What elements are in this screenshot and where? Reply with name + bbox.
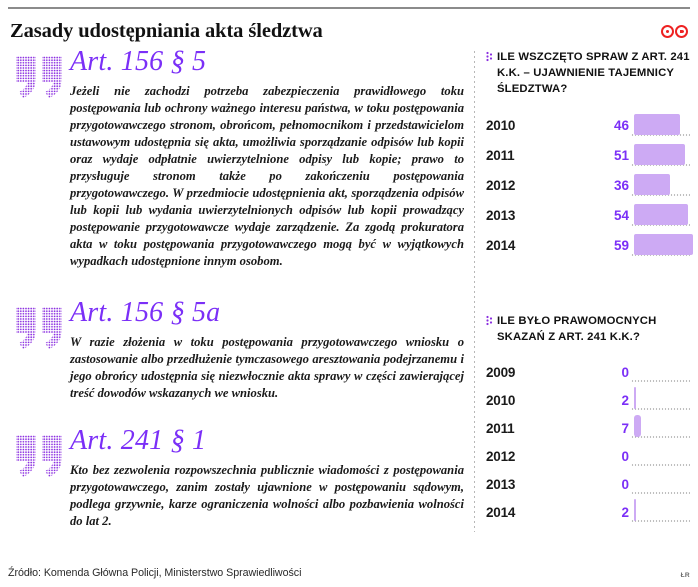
row-value-label: 0: [611, 365, 631, 380]
halftone-bullet-icon: [486, 315, 495, 326]
quote-mark-icon: [12, 54, 68, 100]
row-bar-track: [631, 498, 690, 526]
row-year-label: 2011: [486, 148, 528, 163]
chart-title: [486, 313, 690, 345]
row-leader-dots: [528, 399, 611, 409]
row-baseline-dots: [631, 464, 690, 466]
row-bar-track: [631, 358, 690, 386]
row-value-label: 36: [611, 178, 631, 193]
chart-row: [486, 200, 690, 230]
row-value-label: 59: [611, 238, 631, 253]
row-bar-track: [631, 230, 690, 260]
chart-row: [486, 386, 690, 414]
chart-row: [486, 414, 690, 442]
chart-row: [486, 358, 690, 386]
row-baseline-dots: [631, 408, 690, 410]
bar: [634, 174, 670, 195]
quote-mark-icon: [12, 305, 68, 351]
bar: [634, 144, 685, 165]
row-bar-track: [631, 414, 690, 442]
row-bar-track: [631, 140, 690, 170]
chart-row: [486, 470, 690, 498]
row-bar-track: [631, 170, 690, 200]
row-baseline-dots: [631, 436, 690, 438]
row-value-label: 2: [611, 505, 631, 520]
article-heading: Art. 156 § 5: [70, 46, 207, 77]
article-heading: Art. 241 § 1: [70, 424, 207, 456]
row-year-label: 2010: [486, 393, 528, 408]
bar: [634, 114, 680, 135]
quote-mark-icon: [12, 433, 68, 479]
row-leader-dots: [528, 185, 611, 195]
row-leader-dots: [528, 455, 611, 465]
row-year-label: 2010: [486, 118, 528, 133]
article-block: [8, 47, 468, 270]
infographic-page: [0, 7, 698, 587]
halftone-bullet-icon: [486, 51, 495, 62]
row-bar-track: [631, 442, 690, 470]
chart-title: [486, 49, 690, 97]
row-value-label: 54: [611, 208, 631, 223]
row-leader-dots: [528, 125, 611, 135]
article-body: [68, 426, 468, 530]
article-text: Jeżeli nie zachodzi potrzeba zabezpieczenia prawidłowego toku postępowania lub ochrony ważnego interesu państwa, w toku postępowania przygotowawczego stronom, obrońcom, pełnomocnikom i przedstawicielom ustawowym udostępnia się akta, umożliwia sporządzanie odpisów lub kopii oraz wydaje odpłatnie uwierzytelnione odpisy lub kopie; prawo to przysługuje stronom także po zakończeniu postępowania przygotowawczego. W przedmiocie udostępnienia akt, sporządzenia odpisów lub kopii lub wydania uwierzytelnionych odpisów lub kopii prowadzący postępowanie przygotowawcze wydaje zarządzenie. Za zgodą prokuratora akta w toku postępowania przygotowawczego mogą być w wyjątkowych wypadkach udostępnione innym osobom.: [70, 84, 464, 268]
bar: [634, 204, 688, 225]
author-credit: ŁR: [680, 572, 690, 579]
row-bar-track: [631, 110, 690, 140]
row-baseline-dots: [631, 380, 690, 382]
chart-row: [486, 498, 690, 526]
row-leader-dots: [528, 215, 611, 225]
chart-block-wszczete-sprawy: [486, 49, 690, 260]
articles-column: [8, 47, 474, 542]
row-year-label: 2009: [486, 365, 528, 380]
row-leader-dots: [528, 371, 611, 381]
article-heading: Art. 156 § 5a: [70, 296, 221, 328]
row-baseline-dots: [631, 520, 690, 522]
article-body: [68, 47, 468, 270]
bar: [634, 499, 636, 521]
page-title: Zasady udostępniania akta śledztwa: [10, 19, 323, 42]
chart-rows: [486, 358, 690, 526]
row-year-label: 2012: [486, 449, 528, 464]
source-note: Źródło: Komenda Główna Policji, Ministerstwo Sprawiedliwości: [8, 567, 302, 579]
content-columns: [8, 47, 690, 542]
charts-column: [475, 47, 690, 542]
bar: [634, 387, 636, 409]
row-value-label: 51: [611, 148, 631, 163]
chart-rows: [486, 110, 690, 260]
chart-row: [486, 230, 690, 260]
row-value-label: 46: [611, 118, 631, 133]
row-year-label: 2013: [486, 477, 528, 492]
row-leader-dots: [528, 511, 611, 521]
chart-row: [486, 110, 690, 140]
row-value-label: 7: [611, 421, 631, 436]
chart-row: [486, 140, 690, 170]
row-bar-track: [631, 470, 690, 498]
bar: [634, 234, 693, 255]
row-value-label: 0: [611, 477, 631, 492]
row-year-label: 2014: [486, 505, 528, 520]
chart-title-text: ILE BYŁO PRAWOMOCNYCH SKAZAŃ Z ART. 241 K.K.?: [497, 315, 657, 344]
row-value-label: 0: [611, 449, 631, 464]
row-leader-dots: [528, 245, 611, 255]
row-year-label: 2011: [486, 421, 528, 436]
page-header: [8, 9, 690, 47]
header-icon-group: [661, 25, 688, 38]
row-bar-track: [631, 200, 690, 230]
rss-circle-icon[interactable]: [675, 25, 688, 38]
row-leader-dots: [528, 483, 611, 493]
row-year-label: 2013: [486, 208, 528, 223]
chart-row: [486, 170, 690, 200]
row-leader-dots: [528, 427, 611, 437]
chart-title-text: ILE WSZCZĘTO SPRAW Z ART. 241 K.K. – UJAWNIENIE TAJEMNICY ŚLEDZTWA?: [497, 51, 690, 96]
article-body: [68, 298, 468, 402]
rss-circle-icon[interactable]: [661, 25, 674, 38]
article-text: Kto bez zezwolenia rozpowszechnia publicznie wiadomości z postępowania przygotowawczego, zanim zostały ujawnione w postępowaniu sądowym, podlega grzywnie, karze ograniczenia wolności albo pozbawienia wolności do lat 2.: [70, 463, 464, 529]
row-year-label: 2012: [486, 178, 528, 193]
row-year-label: 2014: [486, 238, 528, 253]
article-block: [8, 298, 468, 402]
page-footer: [8, 563, 690, 579]
bar: [634, 415, 641, 437]
row-bar-track: [631, 386, 690, 414]
chart-block-prawomocne-skazania: [486, 313, 690, 526]
chart-row: [486, 442, 690, 470]
row-baseline-dots: [631, 492, 690, 494]
article-text: W razie złożenia w toku postępowania przygotowawczego wniosku o zastosowanie albo przedłużenie tymczasowego aresztowania podejrzanemu i jego obrońcy udostępnia się niezwłocznie akta sprawy w części zawierającej treść dowodów wskazanych we wniosku.: [70, 335, 464, 400]
row-value-label: 2: [611, 393, 631, 408]
row-leader-dots: [528, 155, 611, 165]
article-block: [8, 426, 468, 530]
